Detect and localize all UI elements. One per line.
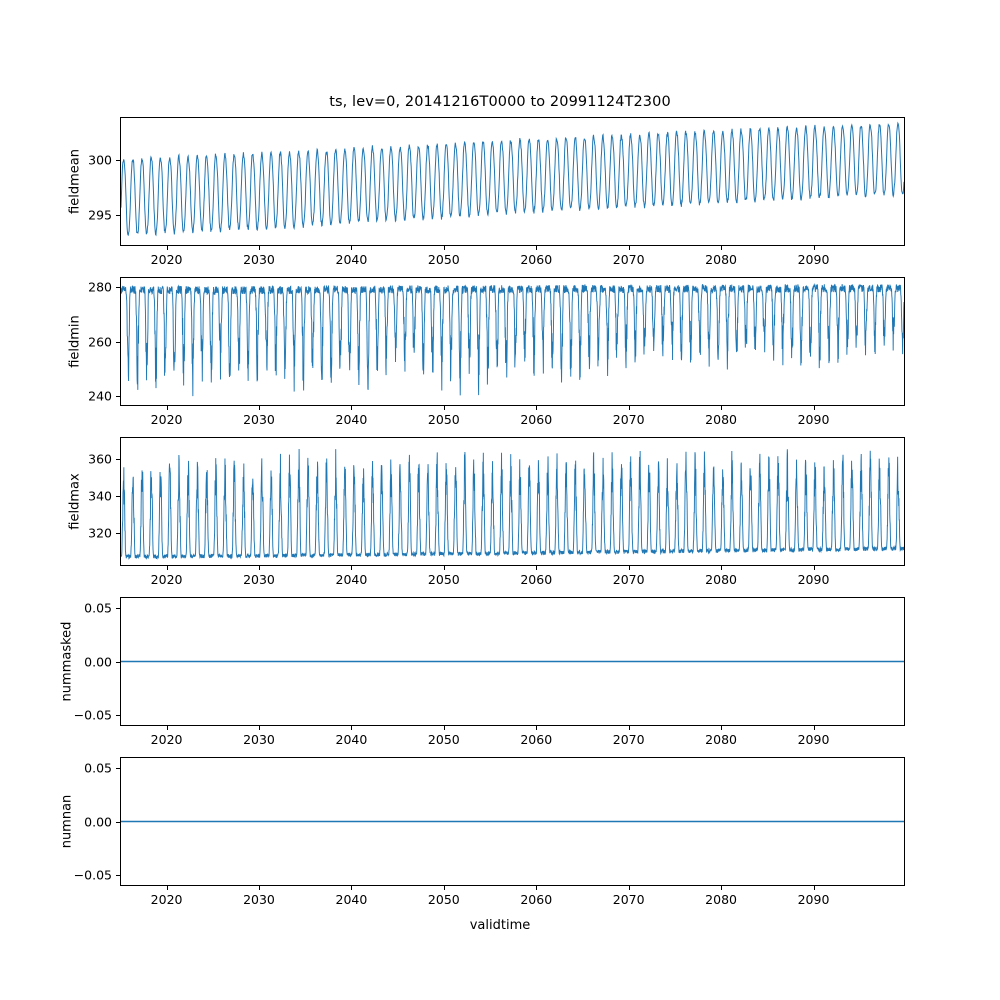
ytick-label: 260 xyxy=(88,334,112,349)
panel-nummasked xyxy=(120,597,905,726)
xtick-mark xyxy=(536,886,537,890)
xtick-label: 2060 xyxy=(520,892,553,907)
xtick-mark xyxy=(351,246,352,250)
ytick-mark xyxy=(116,160,120,161)
ytick-mark xyxy=(116,496,120,497)
ytick-label: −0.05 xyxy=(73,707,112,723)
xtick-label: 2070 xyxy=(612,412,645,427)
xtick-label: 2030 xyxy=(243,572,275,587)
ytick-label: 0.00 xyxy=(84,654,112,669)
xtick-mark xyxy=(721,886,722,890)
xtick-mark xyxy=(444,726,445,730)
xtick-mark xyxy=(167,406,168,410)
xtick-mark xyxy=(814,406,815,410)
xtick-mark xyxy=(814,886,815,890)
ylabel-fieldmean: fieldmean xyxy=(67,149,83,214)
ytick-mark xyxy=(116,342,120,343)
plot-area-fieldmean xyxy=(121,118,904,245)
xtick-label: 2080 xyxy=(705,412,737,427)
xtick-mark xyxy=(629,406,630,410)
xtick-mark xyxy=(629,726,630,730)
xtick-label: 2060 xyxy=(520,412,553,427)
ytick-mark xyxy=(116,396,120,397)
ytick-label: 0.05 xyxy=(84,600,112,616)
xtick-mark xyxy=(259,246,260,250)
xtick-mark xyxy=(721,726,722,730)
xtick-label: 2080 xyxy=(705,732,737,747)
plot-area-numnan xyxy=(121,758,904,885)
xtick-label: 2040 xyxy=(335,412,368,427)
xtick-mark xyxy=(259,406,260,410)
ytick-mark xyxy=(116,822,120,823)
ytick-label: −0.05 xyxy=(73,867,112,883)
figure-title: ts, lev=0, 20141216T0000 to 20991124T2300 xyxy=(329,94,671,110)
xtick-mark xyxy=(444,886,445,890)
xtick-label: 2070 xyxy=(612,732,645,747)
xtick-label: 2020 xyxy=(150,412,183,427)
xtick-mark xyxy=(351,886,352,890)
xtick-label: 2090 xyxy=(797,572,830,587)
xtick-label: 2020 xyxy=(150,252,183,267)
ytick-mark xyxy=(116,215,120,216)
panel-fieldmean xyxy=(120,117,905,246)
xtick-label: 2080 xyxy=(705,252,737,267)
xtick-mark xyxy=(721,246,722,250)
xtick-mark xyxy=(536,566,537,570)
xtick-mark xyxy=(259,886,260,890)
panel-fieldmin xyxy=(120,277,905,406)
xtick-mark xyxy=(536,726,537,730)
ylabel-fieldmax: fieldmax xyxy=(67,473,83,530)
xtick-label: 2090 xyxy=(797,412,830,427)
xtick-mark xyxy=(167,726,168,730)
ytick-mark xyxy=(116,608,120,609)
ylabel-numnan: numnan xyxy=(59,794,75,849)
ylabel-nummasked: nummasked xyxy=(59,621,75,702)
xtick-label: 2090 xyxy=(797,732,830,747)
xtick-label: 2020 xyxy=(150,732,183,747)
xtick-mark xyxy=(444,246,445,250)
ytick-label: 0.05 xyxy=(84,760,112,776)
ytick-mark xyxy=(116,715,120,716)
xtick-mark xyxy=(721,566,722,570)
xtick-mark xyxy=(351,406,352,410)
xtick-mark xyxy=(814,246,815,250)
xtick-mark xyxy=(536,406,537,410)
xtick-mark xyxy=(629,246,630,250)
xtick-label: 2090 xyxy=(797,892,830,907)
xtick-label: 2080 xyxy=(705,572,737,587)
xtick-mark xyxy=(167,566,168,570)
ytick-label: 360 xyxy=(88,451,112,467)
xtick-label: 2030 xyxy=(243,412,275,427)
xlabel-validtime: validtime xyxy=(469,918,531,933)
xtick-label: 2050 xyxy=(427,252,460,267)
xtick-mark xyxy=(444,566,445,570)
xtick-mark xyxy=(444,406,445,410)
panel-numnan xyxy=(120,757,905,886)
xtick-label: 2050 xyxy=(427,412,460,427)
xtick-label: 2060 xyxy=(520,252,553,267)
xtick-mark xyxy=(721,406,722,410)
ytick-label: 0.00 xyxy=(84,814,112,829)
ytick-mark xyxy=(116,533,120,534)
xtick-mark xyxy=(814,566,815,570)
ytick-label: 300 xyxy=(88,152,112,168)
xtick-mark xyxy=(351,566,352,570)
xtick-label: 2030 xyxy=(243,892,275,907)
xtick-label: 2080 xyxy=(705,892,737,907)
xtick-label: 2040 xyxy=(335,572,368,587)
ytick-label: 280 xyxy=(88,279,112,295)
plot-area-fieldmin xyxy=(121,278,904,405)
ytick-mark xyxy=(116,875,120,876)
xtick-mark xyxy=(536,246,537,250)
plot-area-nummasked xyxy=(121,598,904,725)
xtick-mark xyxy=(351,726,352,730)
xtick-label: 2050 xyxy=(427,572,460,587)
ytick-label: 240 xyxy=(88,388,112,404)
xtick-label: 2040 xyxy=(335,892,368,907)
ytick-mark xyxy=(116,662,120,663)
panel-fieldmax xyxy=(120,437,905,566)
xtick-label: 2040 xyxy=(335,252,368,267)
ytick-mark xyxy=(116,287,120,288)
ytick-label: 320 xyxy=(88,525,112,541)
xtick-label: 2030 xyxy=(243,252,275,267)
xtick-label: 2040 xyxy=(335,732,368,747)
xtick-label: 2070 xyxy=(612,892,645,907)
xtick-mark xyxy=(259,726,260,730)
ytick-label: 340 xyxy=(88,488,112,504)
plot-area-fieldmax xyxy=(121,438,904,565)
xtick-label: 2020 xyxy=(150,892,183,907)
xtick-label: 2070 xyxy=(612,572,645,587)
ytick-label: 295 xyxy=(88,207,112,223)
xtick-mark xyxy=(629,566,630,570)
xtick-mark xyxy=(167,246,168,250)
xtick-label: 2050 xyxy=(427,892,460,907)
ytick-mark xyxy=(116,768,120,769)
xtick-mark xyxy=(629,886,630,890)
xtick-label: 2090 xyxy=(797,252,830,267)
xtick-mark xyxy=(814,726,815,730)
xtick-label: 2070 xyxy=(612,252,645,267)
xtick-mark xyxy=(167,886,168,890)
xtick-label: 2060 xyxy=(520,732,553,747)
xtick-label: 2030 xyxy=(243,732,275,747)
xtick-label: 2050 xyxy=(427,732,460,747)
ylabel-fieldmin: fieldmin xyxy=(67,315,83,368)
xtick-mark xyxy=(259,566,260,570)
ytick-mark xyxy=(116,459,120,460)
xtick-label: 2060 xyxy=(520,572,553,587)
xtick-label: 2020 xyxy=(150,572,183,587)
